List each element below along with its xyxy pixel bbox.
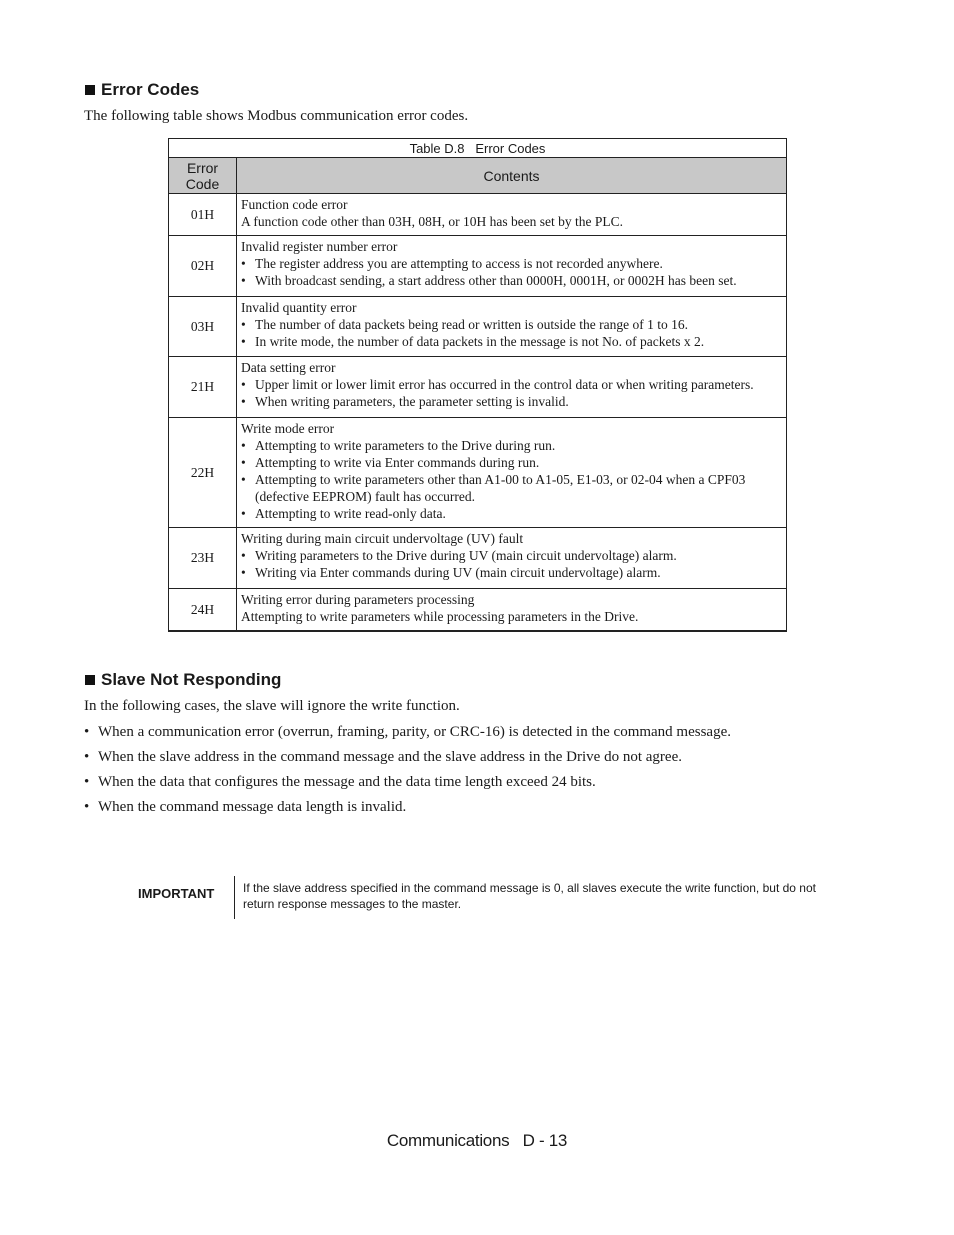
error-description: A function code other than 03H, 08H, or 10H has been set by the PLC.: [241, 214, 624, 229]
error-codes-heading: [85, 80, 199, 100]
error-bullet-list: [241, 547, 782, 581]
bullet-icon: •: [84, 799, 90, 815]
bullet-icon: •: [241, 455, 246, 470]
error-contents-cell: [237, 297, 787, 357]
error-bullet-item: [241, 454, 782, 471]
error-bullet-text: Attempting to write parameters other than A1-00 to A1-05, E1-03, or 02-04 when a CPF03 (defective EEPROM) fault has occurred.: [255, 472, 746, 504]
column-header-contents: Contents: [237, 158, 787, 194]
error-bullet-list: [241, 437, 782, 522]
slave-not-responding-heading: [85, 670, 281, 690]
error-contents-cell: [237, 236, 787, 297]
error-bullet-item: [241, 255, 782, 272]
error-contents-cell: [237, 357, 787, 418]
list-item: [84, 747, 731, 772]
slave-case-list: [84, 722, 731, 822]
error-bullet-text: Attempting to write read-only data.: [255, 506, 446, 521]
error-contents-cell: [237, 589, 787, 632]
square-bullet-icon: [85, 85, 95, 95]
page-footer: [0, 1131, 954, 1151]
list-item: [84, 797, 731, 822]
error-bullet-item: [241, 564, 782, 581]
error-title: Writing during main circuit undervoltage (UV) fault: [241, 531, 524, 546]
important-note: [138, 876, 850, 920]
slave-not-responding-heading-text: Slave Not Responding: [101, 670, 282, 689]
error-codes-table-body: [169, 194, 787, 632]
table-caption: Table D.8 Error Codes: [169, 139, 787, 158]
error-bullet-item: [241, 437, 782, 454]
error-codes-table-wrap: [168, 138, 786, 632]
bullet-icon: •: [241, 548, 246, 563]
error-title: Invalid register number error: [241, 239, 398, 254]
error-contents-cell: [237, 528, 787, 589]
bullet-icon: •: [241, 256, 246, 271]
case-text: When the command message data length is invalid.: [98, 799, 407, 815]
bullet-icon: •: [241, 273, 246, 288]
error-title: Data setting error: [241, 360, 336, 375]
error-bullet-text: When writing parameters, the parameter setting is invalid.: [255, 394, 569, 409]
error-bullet-text: Writing parameters to the Drive during UV (main circuit undervoltage) alarm.: [255, 548, 677, 563]
error-code-cell: 01H: [169, 194, 237, 236]
important-label: IMPORTANT: [138, 886, 215, 901]
error-title: Invalid quantity error: [241, 300, 357, 315]
table-row: [169, 236, 787, 297]
error-bullet-item: [241, 333, 782, 350]
error-bullet-text: Attempting to write parameters to the Drive during run.: [255, 438, 556, 453]
bullet-icon: •: [241, 377, 246, 392]
error-bullet-item: [241, 272, 782, 289]
error-code-cell: 21H: [169, 357, 237, 418]
case-text: When the slave address in the command message and the slave address in the Drive do not agree.: [98, 749, 682, 765]
error-bullet-text: The number of data packets being read or written is outside the range of 1 to 16.: [255, 317, 688, 332]
error-codes-table: [168, 138, 787, 632]
table-row: [169, 418, 787, 528]
important-divider: [234, 876, 235, 919]
column-header-code: Error Code: [169, 158, 237, 194]
table-row: [169, 297, 787, 357]
table-row: [169, 589, 787, 632]
square-bullet-icon: [85, 675, 95, 685]
error-title: Function code error: [241, 197, 348, 212]
error-bullet-text: In write mode, the number of data packets in the message is not No. of packets x 2.: [255, 334, 705, 349]
error-bullet-item: [241, 393, 782, 410]
bullet-icon: •: [84, 749, 90, 765]
error-description: Attempting to write parameters while processing parameters in the Drive.: [241, 609, 639, 624]
error-title: Write mode error: [241, 421, 335, 436]
error-code-cell: 23H: [169, 528, 237, 589]
bullet-icon: •: [241, 565, 246, 580]
error-bullet-text: The register address you are attempting to access is not recorded anywhere.: [255, 256, 663, 271]
error-bullet-item: [241, 505, 782, 522]
error-title: Writing error during parameters processing: [241, 592, 475, 607]
table-row: [169, 194, 787, 236]
error-bullet-text: Upper limit or lower limit error has occurred in the control data or when writing parameters.: [255, 377, 754, 392]
error-code-cell: 22H: [169, 418, 237, 528]
bullet-icon: •: [84, 774, 90, 790]
bullet-icon: •: [241, 394, 246, 409]
error-bullet-text: Writing via Enter commands during UV (main circuit undervoltage) alarm.: [255, 565, 661, 580]
error-bullet-item: [241, 316, 782, 333]
error-codes-intro: The following table shows Modbus communication error codes.: [84, 108, 469, 124]
table-row: [169, 357, 787, 418]
error-bullet-item: [241, 471, 782, 505]
bullet-icon: •: [241, 472, 246, 487]
error-bullet-item: [241, 547, 782, 564]
important-text: If the slave address specified in the command message is 0, all slaves execute the write function, but do not return response messages to the master.: [243, 881, 816, 911]
footer-page-number: D - 13: [522, 1131, 568, 1150]
error-bullet-text: With broadcast sending, a start address other than 0000H, 0001H, or 0002H has been set.: [255, 273, 737, 288]
error-bullet-list: [241, 255, 782, 289]
error-bullet-list: [241, 376, 782, 410]
bullet-icon: •: [241, 506, 246, 521]
bullet-icon: •: [84, 724, 90, 740]
error-contents-cell: [237, 194, 787, 236]
case-text: When the data that configures the message and the data time length exceed 24 bits.: [98, 774, 596, 790]
error-bullet-item: [241, 376, 782, 393]
list-item: [84, 722, 731, 747]
error-bullet-text: Attempting to write via Enter commands during run.: [255, 455, 540, 470]
bullet-icon: •: [241, 317, 246, 332]
error-code-cell: 24H: [169, 589, 237, 632]
error-code-cell: 02H: [169, 236, 237, 297]
bullet-icon: •: [241, 334, 246, 349]
case-text: When a communication error (overrun, framing, parity, or CRC-16) is detected in the command message.: [98, 724, 731, 740]
error-codes-heading-text: Error Codes: [101, 80, 200, 99]
error-bullet-list: [241, 316, 782, 350]
error-code-cell: 03H: [169, 297, 237, 357]
bullet-icon: •: [241, 438, 246, 453]
table-row: [169, 528, 787, 589]
footer-chapter: Communications: [386, 1131, 510, 1150]
error-contents-cell: [237, 418, 787, 528]
slave-intro: In the following cases, the slave will ignore the write function.: [84, 698, 460, 714]
list-item: [84, 772, 731, 797]
